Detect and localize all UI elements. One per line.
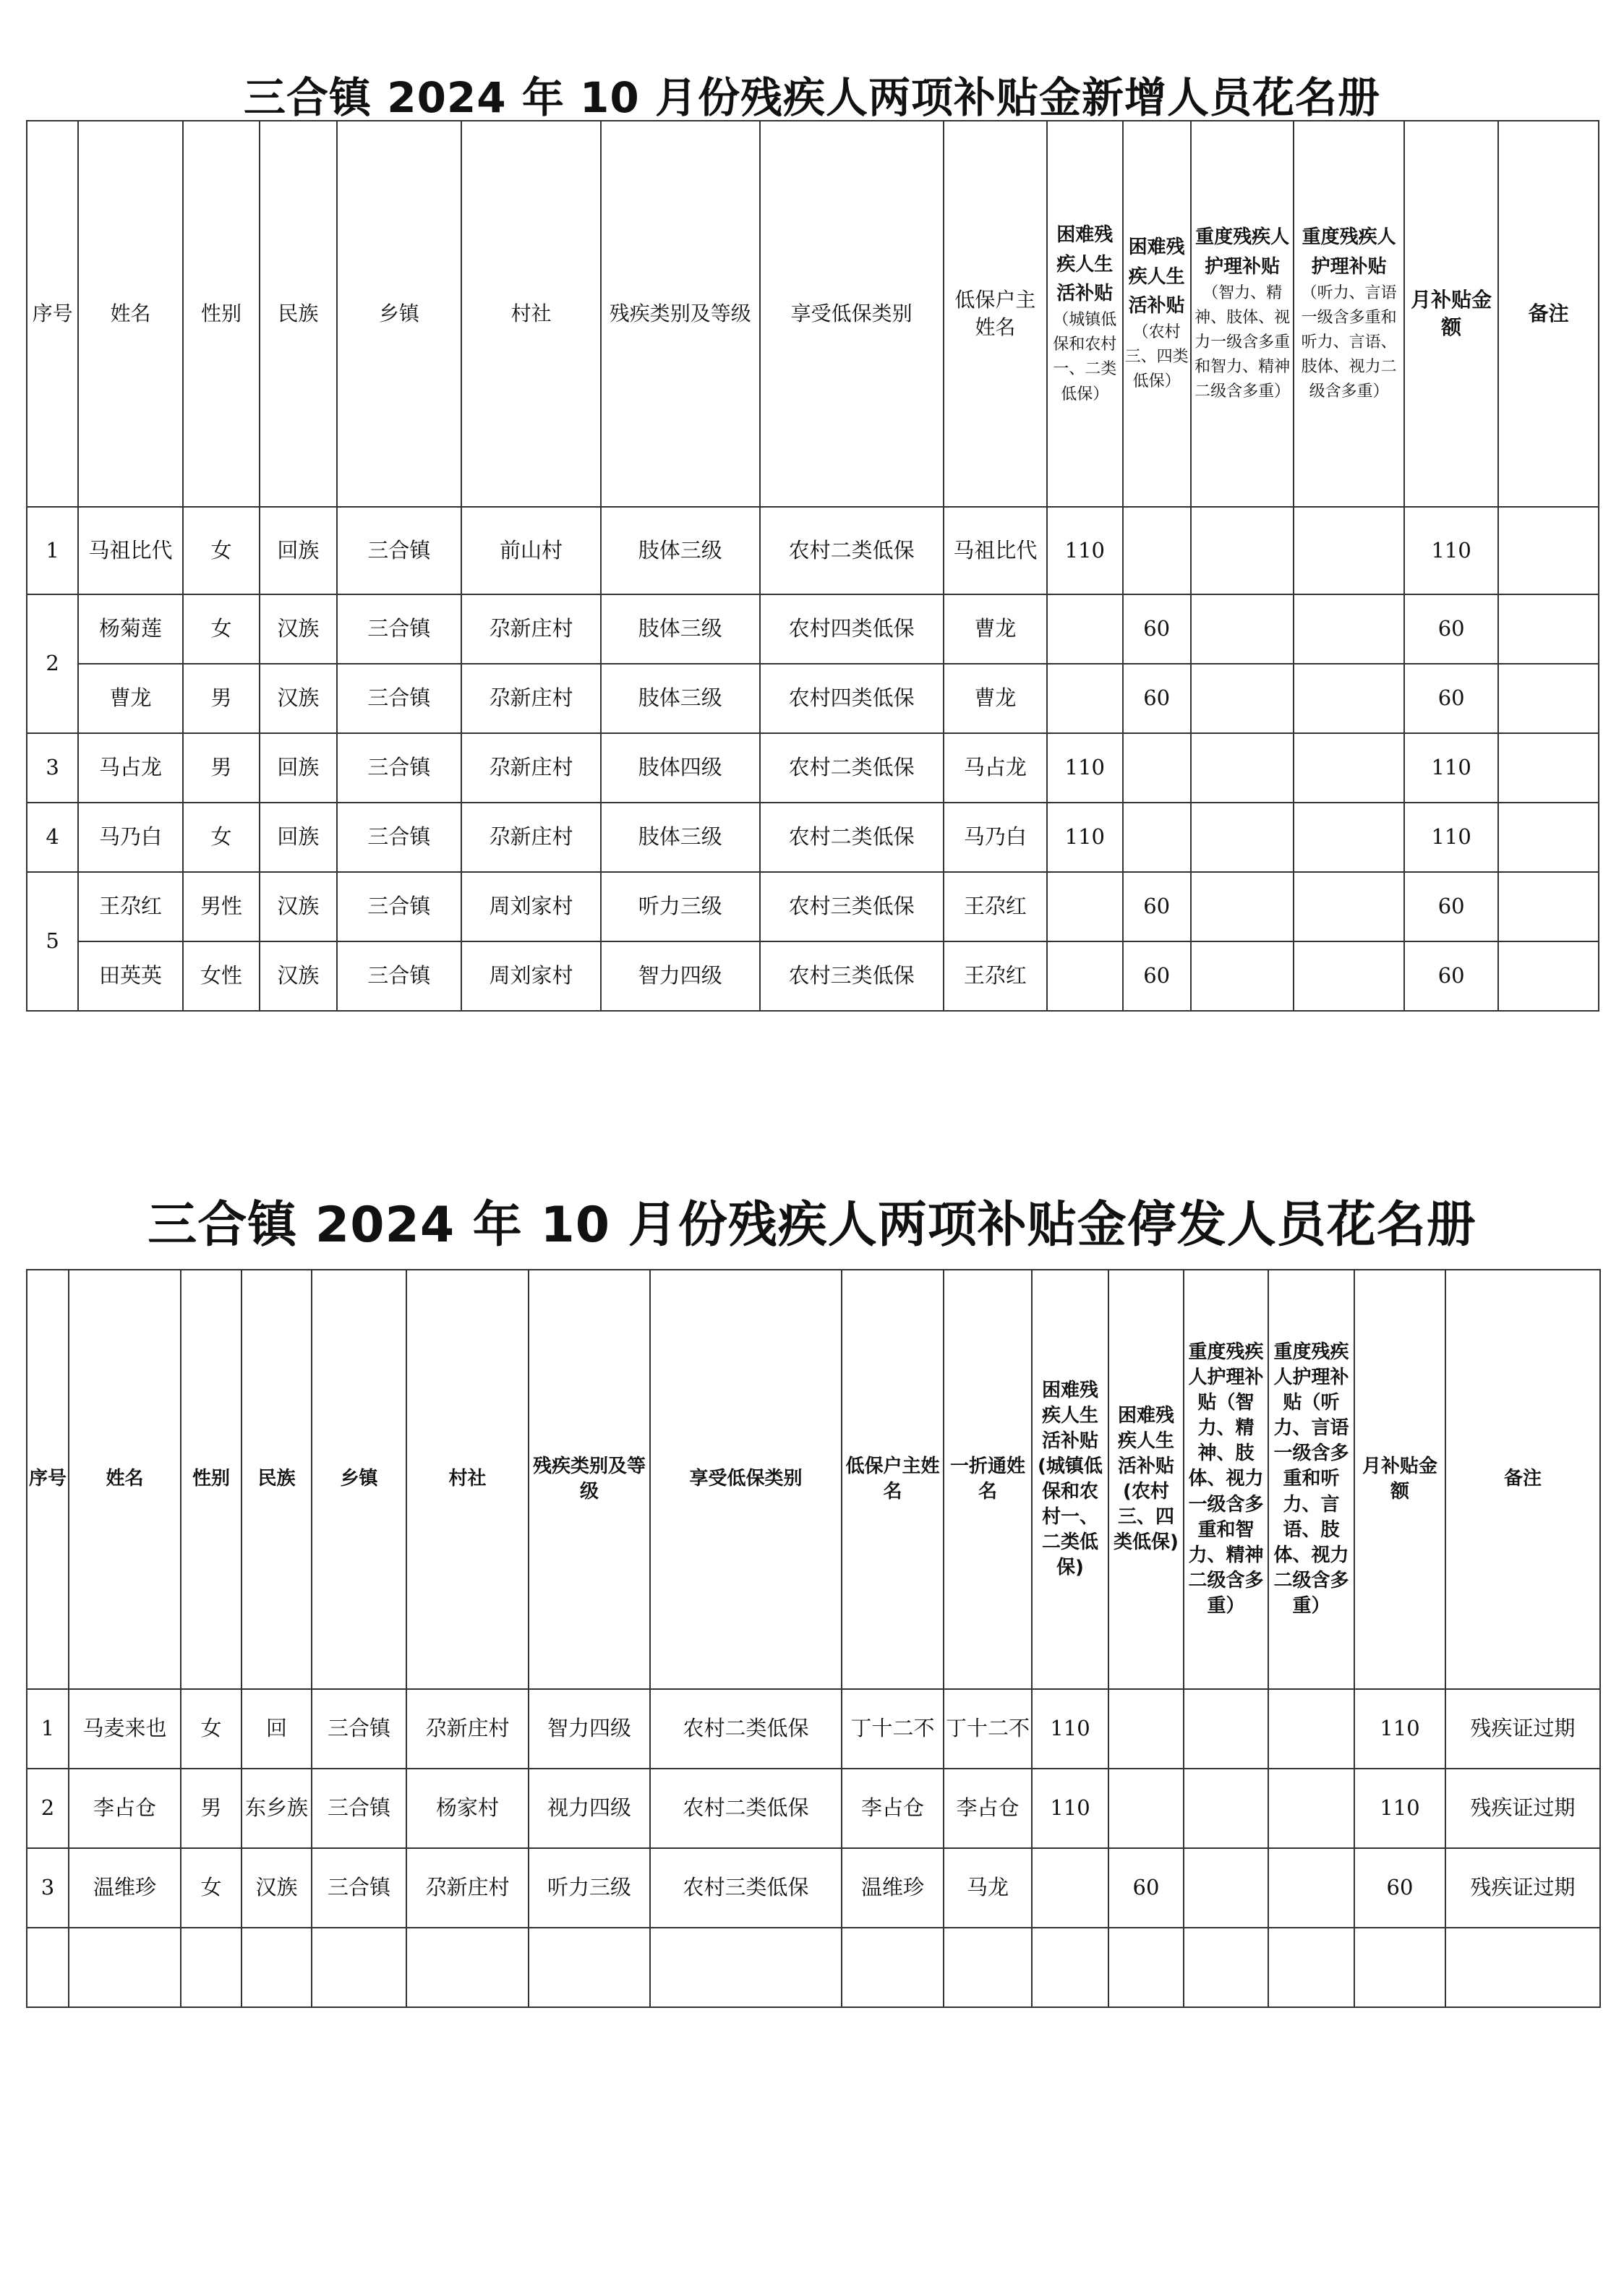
col-town: 乡镇	[337, 121, 462, 507]
cell-empty	[406, 1928, 529, 2007]
cell-seq: 4	[27, 803, 78, 872]
cell-village: 尕新庄村	[406, 1689, 529, 1769]
cell-yizhetong: 丁十二不	[944, 1689, 1032, 1769]
cell-empty	[944, 1928, 1032, 2007]
stopped-recipients-table	[26, 1269, 1601, 2008]
cell-empty	[181, 1928, 242, 2007]
col-care-subsidy-a-title: 重度残疾人护理补贴	[1195, 226, 1290, 278]
cell-gender: 男	[183, 733, 260, 803]
cell-dibao: 农村二类低保	[650, 1769, 842, 1848]
cell-ethnicity: 回族	[260, 733, 336, 803]
cell-dibao: 农村三类低保	[760, 872, 944, 941]
cell-village: 前山村	[461, 507, 601, 594]
cell-disability: 听力三级	[529, 1848, 650, 1928]
cell-monthly: 60	[1404, 941, 1498, 1011]
cell-disability: 智力四级	[529, 1689, 650, 1769]
col-care-subsidy-b: 重度残疾人护理补贴（听力、言语一级含多重和听力、言语、肢体、视力二级含多重）	[1268, 1270, 1354, 1689]
cell-seq: 1	[27, 507, 78, 594]
cell-living-a	[1047, 594, 1122, 664]
cell-town: 三合镇	[337, 872, 462, 941]
cell-living-b	[1108, 1689, 1184, 1769]
col-town: 乡镇	[312, 1270, 406, 1689]
cell-empty	[1032, 1928, 1108, 2007]
col-dibao-type: 享受低保类别	[760, 121, 944, 507]
col-name: 姓名	[69, 1270, 181, 1689]
cell-empty	[1184, 1928, 1268, 2007]
cell-empty	[1268, 1928, 1354, 2007]
table-row	[27, 664, 1599, 733]
cell-empty	[312, 1928, 406, 2007]
cell-care-b	[1294, 803, 1404, 872]
cell-disability: 肢体三级	[601, 664, 760, 733]
cell-care-a	[1191, 507, 1294, 594]
cell-dibao: 农村三类低保	[650, 1848, 842, 1928]
cell-town: 三合镇	[312, 1848, 406, 1928]
cell-remark: 残疾证过期	[1445, 1769, 1600, 1848]
cell-empty	[529, 1928, 650, 2007]
cell-ethnicity: 东乡族	[242, 1769, 312, 1848]
cell-village: 周刘家村	[461, 872, 601, 941]
cell-dibao: 农村二类低保	[760, 733, 944, 803]
cell-living-b: 60	[1108, 1848, 1184, 1928]
table-row	[27, 733, 1599, 803]
col-disability: 残疾类别及等级	[529, 1270, 650, 1689]
col-village: 村社	[406, 1270, 529, 1689]
cell-empty	[27, 1928, 69, 2007]
col-care-subsidy-b-title: 重度残疾人护理补贴	[1302, 226, 1396, 278]
cell-gender: 男	[183, 664, 260, 733]
col-remark: 备注	[1445, 1270, 1600, 1689]
cell-town: 三合镇	[337, 664, 462, 733]
col-ethnicity: 民族	[242, 1270, 312, 1689]
cell-monthly: 110	[1404, 803, 1498, 872]
cell-remark	[1498, 507, 1599, 594]
cell-disability: 听力三级	[601, 872, 760, 941]
cell-care-b	[1294, 594, 1404, 664]
cell-monthly: 110	[1404, 733, 1498, 803]
col-living-subsidy-a: 困难残疾人生活补贴(城镇低保和农村一、二类低保)	[1032, 1270, 1108, 1689]
cell-empty	[842, 1928, 944, 2007]
cell-ethnicity: 汉族	[260, 872, 336, 941]
cell-empty	[69, 1928, 181, 2007]
cell-monthly: 110	[1354, 1689, 1445, 1769]
cell-living-a	[1047, 872, 1122, 941]
cell-living-b	[1123, 803, 1191, 872]
cell-gender: 女	[183, 507, 260, 594]
new-recipients-table	[26, 120, 1599, 1012]
cell-monthly: 110	[1404, 507, 1498, 594]
cell-living-b	[1123, 733, 1191, 803]
cell-empty	[1445, 1928, 1600, 2007]
cell-monthly: 60	[1404, 664, 1498, 733]
cell-seq: 2	[27, 594, 78, 733]
cell-monthly: 60	[1404, 872, 1498, 941]
cell-name: 马占龙	[78, 733, 183, 803]
col-gender: 性别	[183, 121, 260, 507]
cell-disability: 肢体三级	[601, 594, 760, 664]
cell-name: 马祖比代	[78, 507, 183, 594]
cell-village: 尕新庄村	[461, 594, 601, 664]
col-remark: 备注	[1498, 121, 1599, 507]
cell-care-a	[1184, 1689, 1268, 1769]
cell-village: 尕新庄村	[406, 1848, 529, 1928]
cell-disability: 肢体三级	[601, 507, 760, 594]
cell-town: 三合镇	[337, 507, 462, 594]
table-row	[27, 941, 1599, 1011]
cell-remark	[1498, 664, 1599, 733]
cell-ethnicity: 回族	[260, 803, 336, 872]
col-living-subsidy-b-note: （农村三、四类低保）	[1124, 323, 1189, 391]
cell-gender: 女	[183, 594, 260, 664]
cell-remark	[1498, 733, 1599, 803]
cell-head: 王尕红	[944, 872, 1048, 941]
cell-town: 三合镇	[312, 1769, 406, 1848]
cell-village: 杨家村	[406, 1769, 529, 1848]
cell-head: 李占仓	[842, 1769, 944, 1848]
table-row	[27, 1769, 1600, 1848]
cell-village: 尕新庄村	[461, 664, 601, 733]
cell-town: 三合镇	[337, 733, 462, 803]
cell-living-a: 110	[1047, 733, 1122, 803]
cell-seq: 3	[27, 1848, 69, 1928]
cell-disability: 视力四级	[529, 1769, 650, 1848]
cell-care-b	[1294, 872, 1404, 941]
cell-care-a	[1191, 594, 1294, 664]
cell-care-b	[1268, 1689, 1354, 1769]
table-row-empty	[27, 1928, 1600, 2007]
table-row	[27, 1848, 1600, 1928]
cell-gender: 男性	[183, 872, 260, 941]
cell-remark	[1498, 941, 1599, 1011]
cell-care-a	[1191, 872, 1294, 941]
col-name: 姓名	[78, 121, 183, 507]
col-dibao-type: 享受低保类别	[650, 1270, 842, 1689]
cell-care-b	[1268, 1848, 1354, 1928]
col-household-head: 低保户主姓名	[842, 1270, 944, 1689]
cell-care-b	[1294, 941, 1404, 1011]
cell-living-b: 60	[1123, 941, 1191, 1011]
cell-name: 田英英	[78, 941, 183, 1011]
cell-name: 杨菊莲	[78, 594, 183, 664]
cell-name: 李占仓	[69, 1769, 181, 1848]
col-care-subsidy-b	[1294, 121, 1404, 507]
cell-living-a: 110	[1032, 1689, 1108, 1769]
col-care-subsidy-b-note: （听力、言语一级含多重和听力、言语、肢体、视力二级含多重）	[1301, 284, 1397, 401]
cell-monthly: 110	[1354, 1769, 1445, 1848]
cell-seq: 5	[27, 872, 78, 1011]
table-row	[27, 872, 1599, 941]
cell-empty	[1354, 1928, 1445, 2007]
cell-gender: 女	[183, 803, 260, 872]
cell-head: 曹龙	[944, 594, 1048, 664]
cell-ethnicity: 汉族	[242, 1848, 312, 1928]
cell-care-b	[1294, 507, 1404, 594]
cell-monthly: 60	[1404, 594, 1498, 664]
cell-living-b: 60	[1123, 664, 1191, 733]
col-living-subsidy-a-note: （城镇低保和农村一、二类低保）	[1053, 311, 1117, 403]
cell-care-b	[1294, 664, 1404, 733]
col-care-subsidy-a: 重度残疾人护理补贴（智力、精神、肢体、视力一级含多重和智力、精神二级含多重）	[1184, 1270, 1268, 1689]
col-seq: 序号	[27, 1270, 69, 1689]
cell-care-a	[1191, 803, 1294, 872]
cell-dibao: 农村三类低保	[760, 941, 944, 1011]
cell-yizhetong: 李占仓	[944, 1769, 1032, 1848]
cell-disability: 肢体三级	[601, 803, 760, 872]
cell-empty	[1108, 1928, 1184, 2007]
cell-care-b	[1268, 1769, 1354, 1848]
col-village: 村社	[461, 121, 601, 507]
table-row	[27, 1689, 1600, 1769]
col-household-head: 低保户主姓名	[944, 121, 1048, 507]
col-living-subsidy-a-title: 困难残疾人生活补贴	[1056, 224, 1114, 304]
header-row	[27, 1270, 1600, 1689]
cell-care-a	[1191, 941, 1294, 1011]
cell-living-a	[1047, 664, 1122, 733]
cell-name: 马麦来也	[69, 1689, 181, 1769]
cell-head: 马占龙	[944, 733, 1048, 803]
cell-empty	[650, 1928, 842, 2007]
cell-seq: 3	[27, 733, 78, 803]
cell-head: 丁十二不	[842, 1689, 944, 1769]
cell-gender: 女	[181, 1848, 242, 1928]
cell-living-a	[1032, 1848, 1108, 1928]
cell-care-b	[1294, 733, 1404, 803]
cell-name: 温维珍	[69, 1848, 181, 1928]
col-disability: 残疾类别及等级	[601, 121, 760, 507]
new-list-title: 三合镇 2024 年 10 月份残疾人两项补贴金新增人员花名册	[244, 73, 1380, 122]
col-living-subsidy-b: 困难残疾人生活补贴(农村三、四类低保)	[1108, 1270, 1184, 1689]
cell-town: 三合镇	[337, 594, 462, 664]
cell-disability: 智力四级	[601, 941, 760, 1011]
cell-ethnicity: 汉族	[260, 594, 336, 664]
cell-remark	[1498, 872, 1599, 941]
cell-seq: 1	[27, 1689, 69, 1769]
cell-dibao: 农村四类低保	[760, 594, 944, 664]
col-care-subsidy-a-note: （智力、精神、肢体、视力一级含多重和智力、精神二级含多重）	[1195, 284, 1291, 401]
cell-remark	[1498, 803, 1599, 872]
cell-gender: 男	[181, 1769, 242, 1848]
cell-dibao: 农村二类低保	[650, 1689, 842, 1769]
table-row	[27, 803, 1599, 872]
cell-remark: 残疾证过期	[1445, 1689, 1600, 1769]
cell-yizhetong: 马龙	[944, 1848, 1032, 1928]
cell-disability: 肢体四级	[601, 733, 760, 803]
col-living-subsidy-b	[1123, 121, 1191, 507]
cell-seq: 2	[27, 1769, 69, 1848]
header-row	[27, 121, 1599, 507]
cell-remark	[1498, 594, 1599, 664]
cell-dibao: 农村二类低保	[760, 507, 944, 594]
cell-head: 温维珍	[842, 1848, 944, 1928]
cell-care-a	[1184, 1848, 1268, 1928]
cell-care-a	[1184, 1769, 1268, 1848]
cell-head: 曹龙	[944, 664, 1048, 733]
cell-head: 王尕红	[944, 941, 1048, 1011]
col-yizhetong-name: 一折通姓名	[944, 1270, 1032, 1689]
cell-living-a: 110	[1047, 507, 1122, 594]
cell-gender: 女	[181, 1689, 242, 1769]
cell-care-a	[1191, 733, 1294, 803]
cell-living-a: 110	[1032, 1769, 1108, 1848]
cell-ethnicity: 汉族	[260, 664, 336, 733]
cell-monthly: 60	[1354, 1848, 1445, 1928]
col-ethnicity: 民族	[260, 121, 336, 507]
col-living-subsidy-b-title: 困难残疾人生活补贴	[1128, 236, 1185, 317]
cell-remark: 残疾证过期	[1445, 1848, 1600, 1928]
cell-head: 马乃白	[944, 803, 1048, 872]
cell-care-a	[1191, 664, 1294, 733]
table-row	[27, 594, 1599, 664]
cell-living-a: 110	[1047, 803, 1122, 872]
cell-ethnicity: 回族	[260, 507, 336, 594]
cell-name: 曹龙	[78, 664, 183, 733]
cell-ethnicity: 汉族	[260, 941, 336, 1011]
cell-name: 王尕红	[78, 872, 183, 941]
cell-living-b: 60	[1123, 594, 1191, 664]
cell-town: 三合镇	[337, 941, 462, 1011]
col-monthly: 月补贴金额	[1354, 1270, 1445, 1689]
cell-village: 尕新庄村	[461, 803, 601, 872]
cell-empty	[242, 1928, 312, 2007]
cell-dibao: 农村四类低保	[760, 664, 944, 733]
col-living-subsidy-a	[1047, 121, 1122, 507]
col-care-subsidy-a	[1191, 121, 1294, 507]
stop-list-title: 三合镇 2024 年 10 月份残疾人两项补贴金停发人员花名册	[148, 1197, 1476, 1254]
cell-head: 马祖比代	[944, 507, 1048, 594]
col-monthly: 月补贴金额	[1404, 121, 1498, 507]
col-seq: 序号	[27, 121, 78, 507]
cell-dibao: 农村二类低保	[760, 803, 944, 872]
cell-town: 三合镇	[337, 803, 462, 872]
cell-village: 尕新庄村	[461, 733, 601, 803]
cell-gender: 女性	[183, 941, 260, 1011]
cell-living-b	[1123, 507, 1191, 594]
cell-living-b	[1108, 1769, 1184, 1848]
cell-name: 马乃白	[78, 803, 183, 872]
cell-living-a	[1047, 941, 1122, 1011]
cell-village: 周刘家村	[461, 941, 601, 1011]
cell-living-b: 60	[1123, 872, 1191, 941]
col-gender: 性别	[181, 1270, 242, 1689]
cell-town: 三合镇	[312, 1689, 406, 1769]
table-row	[27, 507, 1599, 594]
cell-ethnicity: 回	[242, 1689, 312, 1769]
